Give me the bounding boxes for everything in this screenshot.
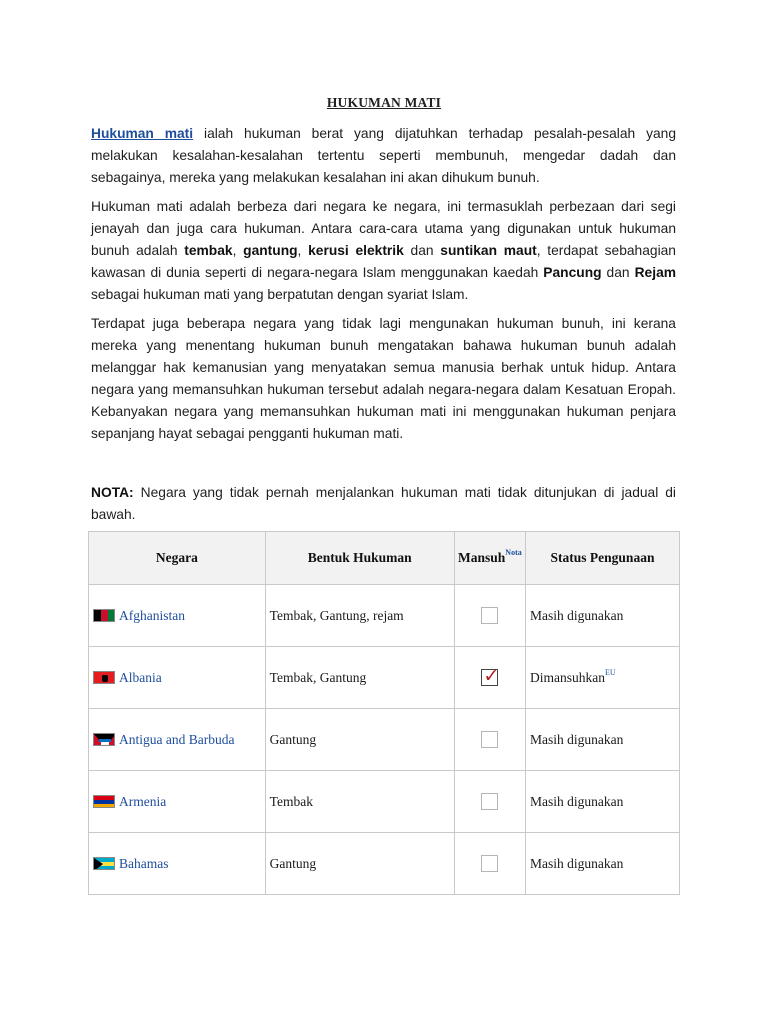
method-tembak: tembak [184,243,233,258]
nota-footnote-link[interactable]: Nota [505,548,522,557]
nota-label: NOTA: [91,485,134,500]
method-kerusi-elektrik: kerusi elektrik [308,243,404,258]
nota-text: Negara yang tidak pernah menjalankan hukuman mati tidak ditunjukan di jadual di bawah. [91,485,676,522]
flag-albania-icon [93,671,115,684]
mansuh-checkbox [481,855,498,872]
flag-antigua-and-barbuda-icon [93,733,115,746]
method-gantung: gantung [243,243,298,258]
table-header-row [89,532,680,585]
header-mansuh [454,532,525,585]
flag-armenia-icon [93,795,115,808]
eu-footnote-link[interactable]: EU [605,667,616,677]
status-cell [526,771,680,833]
hukuman-mati-link[interactable]: Hukuman mati [91,126,194,141]
status-cell [526,833,680,895]
mansuh-cell [454,585,525,647]
country-cell [89,585,266,647]
methods-text: dan [403,243,441,258]
intro-paragraph [91,123,676,189]
methods-text: Hukuman mati adalah berbeza dari negara ke negara, ini termasuklah perbezaan dari segi jenayah dan juga cara hukuman. Antara cara-cara utama yang digunakan untuk hukuman bunuh adalah [91,199,676,258]
status-text: Dimansuhkan [530,669,606,685]
mansuh-checkbox [481,607,498,624]
methods-text: , terdapat sebahagian kawasan di dunia seperti di negara-negara Islam menggunakan kaedah [91,243,676,280]
header-status-pengunaan: Status Pengunaan [526,532,680,585]
nota-paragraph [91,482,676,526]
country-link-afghanistan[interactable]: Afghanistan [119,607,185,623]
table-row [89,709,680,771]
mansuh-cell [454,647,525,709]
header-bentuk-hukuman: Bentuk Hukuman [265,532,454,585]
method-pancung: Pancung [543,265,602,280]
country-link-armenia[interactable]: Armenia [119,793,167,809]
status-text: Masih digunakan [530,793,624,809]
bentuk-cell: Tembak [265,771,454,833]
abolition-paragraph: Terdapat juga beberapa negara yang tidak lagi mengunakan hukuman bunuh, ini kerana mereka yang menentang hukuman bunuh mengatakan bahawa hukuman bunuh adalah melanggar hak kemanusian yang menyatakan semua manusia berhak untuk hidup. Antara negara yang memansuhkan hukuman tersebut adalah negara-negara dalam Kesatuan Eropah. Kebanyakan negara yang memansuhkan hukuman mati ini menggunakan hukuman penjara sepanjang hayat sebagai pengganti hukuman mati. [91,316,676,441]
country-link-antigua-and-barbuda[interactable]: Antigua and Barbuda [119,731,235,747]
table-row [89,647,680,709]
country-cell [89,833,266,895]
methods-text: dan [601,265,635,280]
country-cell [89,771,266,833]
country-cell [89,647,266,709]
bentuk-cell: Gantung [265,709,454,771]
status-text: Masih digunakan [530,731,624,747]
mansuh-cell [454,709,525,771]
status-text: Masih digunakan [530,607,624,623]
status-cell [526,585,680,647]
mansuh-cell [454,771,525,833]
table-row [89,585,680,647]
status-text: Masih digunakan [530,855,624,871]
flag-bahamas-icon [93,857,115,870]
table-row [89,833,680,895]
punishment-table [88,531,680,895]
header-negara: Negara [89,532,266,585]
mansuh-checkbox [481,731,498,748]
bentuk-cell: Tembak, Gantung [265,647,454,709]
mansuh-checkbox [481,793,498,810]
intro-text: ialah hukuman berat yang dijatuhkan terhadap pesalah-pesalah yang melakukan kesalahan-kesalahan tertentu seperti membunuh, mengedar dadah dan sebagainya, mereka yang melakukan kesalahan ini akan dihukum bunuh. [91,126,677,185]
header-mansuh-label: Mansuh [458,550,506,565]
bentuk-cell: Gantung [265,833,454,895]
flag-afghanistan-icon [93,609,115,622]
checkmark-icon: ✓ [483,665,500,688]
country-link-albania[interactable]: Albania [119,669,162,685]
methods-paragraph [91,196,676,306]
status-cell [526,709,680,771]
mansuh-checkbox-checked [481,665,500,688]
methods-text: sebagai hukuman mati yang berpatutan dengan syariat Islam. [91,287,469,302]
country-link-bahamas[interactable]: Bahamas [119,855,169,871]
status-cell [526,647,680,709]
method-suntikan-maut: suntikan maut [440,243,537,258]
country-cell [89,709,266,771]
mansuh-cell [454,833,525,895]
document-title: HUKUMAN MATI [326,95,442,110]
table-row [89,771,680,833]
bentuk-cell: Tembak, Gantung, rejam [265,585,454,647]
method-rejam: Rejam [634,265,677,280]
methods-text: , [232,243,244,258]
methods-text: , [297,243,309,258]
